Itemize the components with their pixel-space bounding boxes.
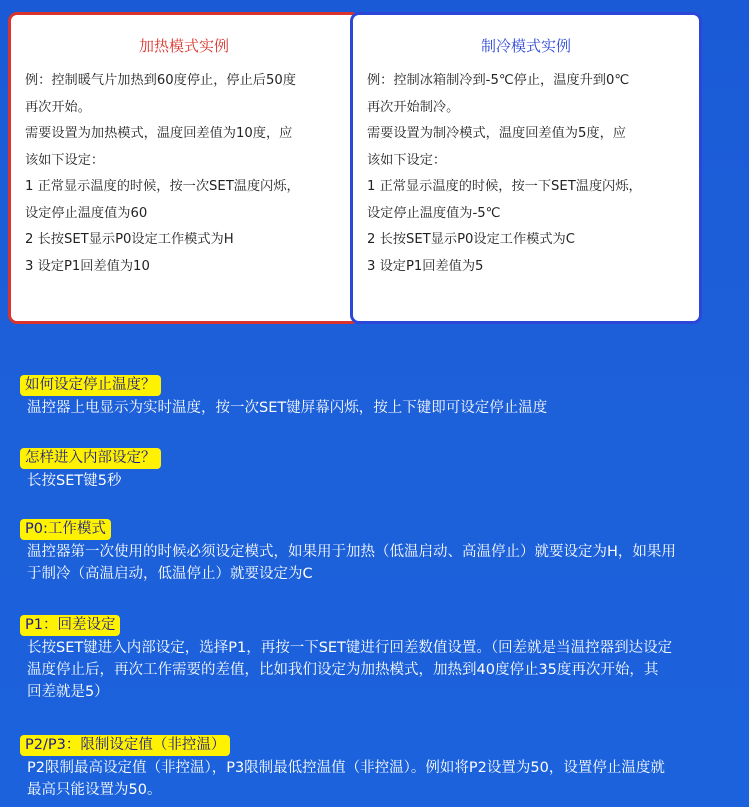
- faq-answer-line: 温控器上电显示为实时温度，按一次SET键屏幕闪烁，按上下键即可设定停止温度: [27, 400, 548, 416]
- faq-enter-settings: [20, 447, 732, 492]
- cool-card-body: [367, 68, 685, 280]
- faq-tag: 如何设定停止温度？: [20, 375, 161, 396]
- heat-card-line: 需要设置为加热模式，温度回差值为10度，应: [25, 126, 293, 141]
- faq-tag: 怎样进入内部设定？: [20, 448, 161, 469]
- cool-card-line: 设定停止温度值为-5℃: [367, 205, 501, 221]
- cool-mode-example-card: [350, 12, 702, 324]
- faq-p0-work-mode: [20, 518, 732, 585]
- faq-answer-line: 于制冷（高温启动，低温停止）就要设定为C: [27, 566, 313, 582]
- faq-answer: [27, 397, 732, 419]
- faq-answer: [27, 541, 732, 585]
- faq-answer-line: P2限制最高设定值（非控温），P3限制最低控温值（非控温）。例如将P2设置为50，设置停止温度就: [27, 760, 665, 776]
- cool-card-line: 再次开始制冷。: [367, 99, 460, 115]
- cool-card-line: 3 设定P1回差值为5: [367, 258, 484, 274]
- faq-set-stop-temp: [20, 374, 732, 419]
- cool-card-line: 需要设置为制冷模式，温度回差值为5度，应: [367, 126, 626, 141]
- heat-card-line: 例：控制暖气片加热到60度停止，停止后50度: [25, 73, 296, 88]
- faq-tag: P1：回差设定: [20, 615, 120, 636]
- faq-answer-line: 最高只能设置为50。: [27, 782, 162, 798]
- cool-card-line: 该如下设定：: [367, 152, 447, 168]
- heat-card-line: 1 正常显示温度的时候，按一次SET温度闪烁，: [25, 179, 300, 194]
- heat-card-line: 该如下设定：: [25, 152, 105, 168]
- faq-answer: [27, 470, 732, 492]
- heat-mode-example-card: [8, 12, 360, 324]
- heat-card-line: 再次开始。: [25, 99, 91, 115]
- faq-tag: P0:工作模式: [20, 519, 111, 540]
- faq-answer-line: 回差就是5）: [27, 684, 109, 700]
- heat-card-line: 2 长按SET显示P0设定工作模式为H: [25, 232, 234, 247]
- faq-tag: P2/P3：限制设定值（非控温）: [20, 735, 230, 756]
- cool-card-line: 例：控制冰箱制冷到-5℃停止，温度升到0℃: [367, 73, 630, 88]
- faq-answer-line: 长按SET键5秒: [27, 473, 122, 489]
- cool-card-line: 1 正常显示温度的时候，按一下SET温度闪烁，: [367, 179, 642, 194]
- faq-answer: [27, 637, 732, 703]
- faq-answer-line: 温控器第一次使用的时候必须设定模式，如果用于加热（低温启动、高温停止）就要设定为H，如果用: [27, 544, 676, 560]
- heat-card-body: [25, 68, 343, 280]
- heat-card-line: 设定停止温度值为60: [25, 205, 148, 221]
- cool-card-title: 制冷模式实例: [480, 37, 571, 55]
- faq-p2-p3-limits: [20, 734, 732, 801]
- heat-card-title: 加热模式实例: [138, 37, 229, 55]
- faq-p1-differential: [20, 614, 732, 703]
- cool-card-line: 2 长按SET显示P0设定工作模式为C: [367, 232, 575, 247]
- faq-answer-line: 温度停止后，再次工作需要的差值，比如我们设定为加热模式，加热到40度停止35度再次开始，其: [27, 662, 659, 678]
- faq-answer-line: 长按SET键进入内部设定，选择P1，再按一下SET键进行回差数值设置。（回差就是当温控器到达设定: [27, 640, 673, 656]
- heat-card-line: 3 设定P1回差值为10: [25, 258, 150, 274]
- faq-answer: [27, 757, 732, 801]
